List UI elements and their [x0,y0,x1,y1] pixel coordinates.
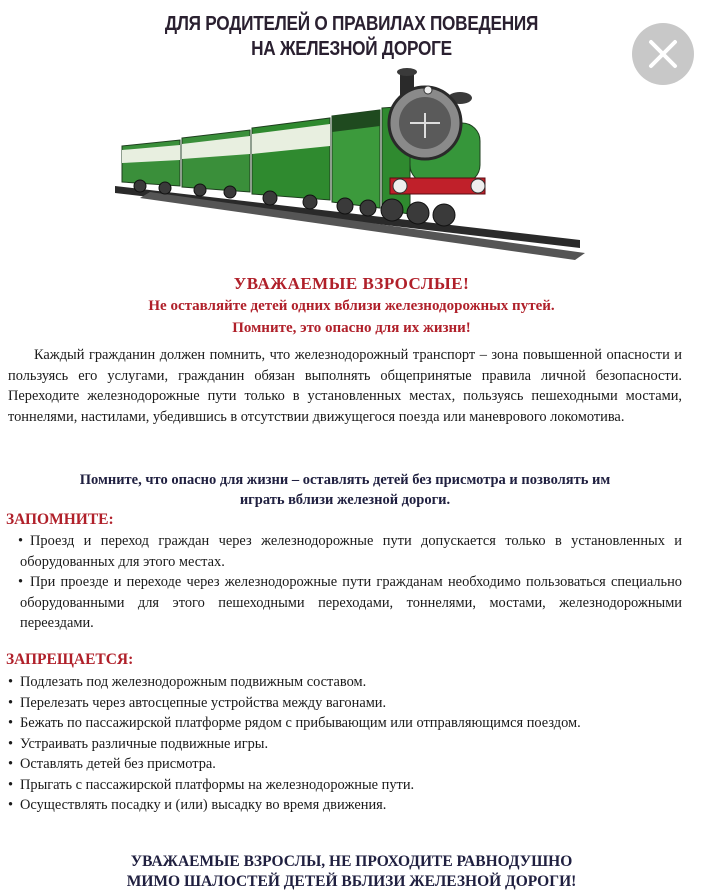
list-item-text: Осуществлять посадку и (или) высадку во время движения. [20,797,387,813]
list-item-text: При проезде и переходе через железнодорожные пути гражданам необходимо пользоваться специально оборудованными для этого пешеходными переходами, тоннелями, мостами, железнодорожными переездами. [20,574,682,631]
footer-line-2: МИМО ШАЛОСТЕЙ ДЕТЕЙ ВБЛИЗИ ЖЕЛЕЗНОЙ ДОРОГИ! [126,873,577,890]
intro-paragraph: Каждый гражданин должен помнить, что железнодорожный транспорт – зона повышенной опасности и пользуясь его услугами, гражданин обязан выполнять общепринятые правила личной безопасности. Переходите железнодорожные пути только в установленных местах, пользуясь пешеходными мостами, тоннелями, настилами, убедившись в отсутствии движущегося поезда или маневрового локомотива. [8,347,682,425]
list-item [8,672,682,693]
remember-heading: ЗАПОМНИТЕ: [6,511,114,528]
page-title [49,12,654,62]
train-illustration [110,68,590,268]
list-item-text: Перелезать через автосцепные устройства между вагонами. [20,694,387,711]
bullet-icon: • [8,756,14,772]
list-item-text: Устраивать различные подвижные игры. [20,735,269,752]
bullet-icon: • [18,533,24,549]
list-item-text: Подлезать под железнодорожным подвижным составом. [20,674,367,690]
appeal-heading: УВАЖАЕМЫЕ ВЗРОСЛЫЕ! [233,274,470,293]
forbidden-list [8,672,682,816]
remember-list [8,531,682,634]
list-item [8,754,682,775]
close-icon [648,39,678,69]
list-item [8,531,682,572]
footer-appeal [0,852,703,892]
list-item [8,795,682,816]
footer-line-1: УВАЖАЕМЫЕ ВЗРОСЛЫ, НЕ ПРОХОДИТЕ РАВНОДУШНО [130,853,573,870]
warning-line-1: Помните, что опасно для жизни – оставлять детей без присмотра и позволять им [79,472,611,488]
list-item [8,775,682,796]
appeal-line-1: Не оставляйте детей одних вблизи железнодорожных путей. [148,298,555,314]
title-line-1: ДЛЯ РОДИТЕЛЕЙ О ПРАВИЛАХ ПОВЕДЕНИЯ [164,13,539,35]
close-button[interactable] [632,23,694,85]
list-item-text: Проезд и переход граждан через железнодорожные пути допускается только в установленных и оборудованных для этого местах. [20,533,682,570]
list-item [8,572,682,634]
appeal-line-2: Помните, это опасно для их жизни! [232,320,471,336]
bullet-icon: • [8,674,14,690]
bullet-icon: • [18,574,24,590]
list-item-text: Прыгать с пассажирской платформы на железнодорожные пути. [20,776,415,793]
bullet-icon: • [8,715,14,731]
bullet-icon: • [8,776,14,793]
bullet-icon: • [8,735,14,752]
list-item [8,734,682,755]
bullet-icon: • [8,694,14,711]
warning-line-2: играть вблизи железной дороги. [239,492,451,508]
bullet-icon: • [8,797,14,813]
list-item-text: Оставлять детей без присмотра. [20,756,216,772]
title-line-2: НА ЖЕЛЕЗНОЙ ДОРОГЕ [251,38,452,60]
warning-block [8,470,682,510]
list-item [8,693,682,714]
list-item [8,713,682,734]
forbidden-heading: ЗАПРЕЩАЕТСЯ: [6,651,134,668]
list-item-text: Бежать по пассажирской платформе рядом с прибывающим или отправляющимся поездом. [20,715,581,731]
